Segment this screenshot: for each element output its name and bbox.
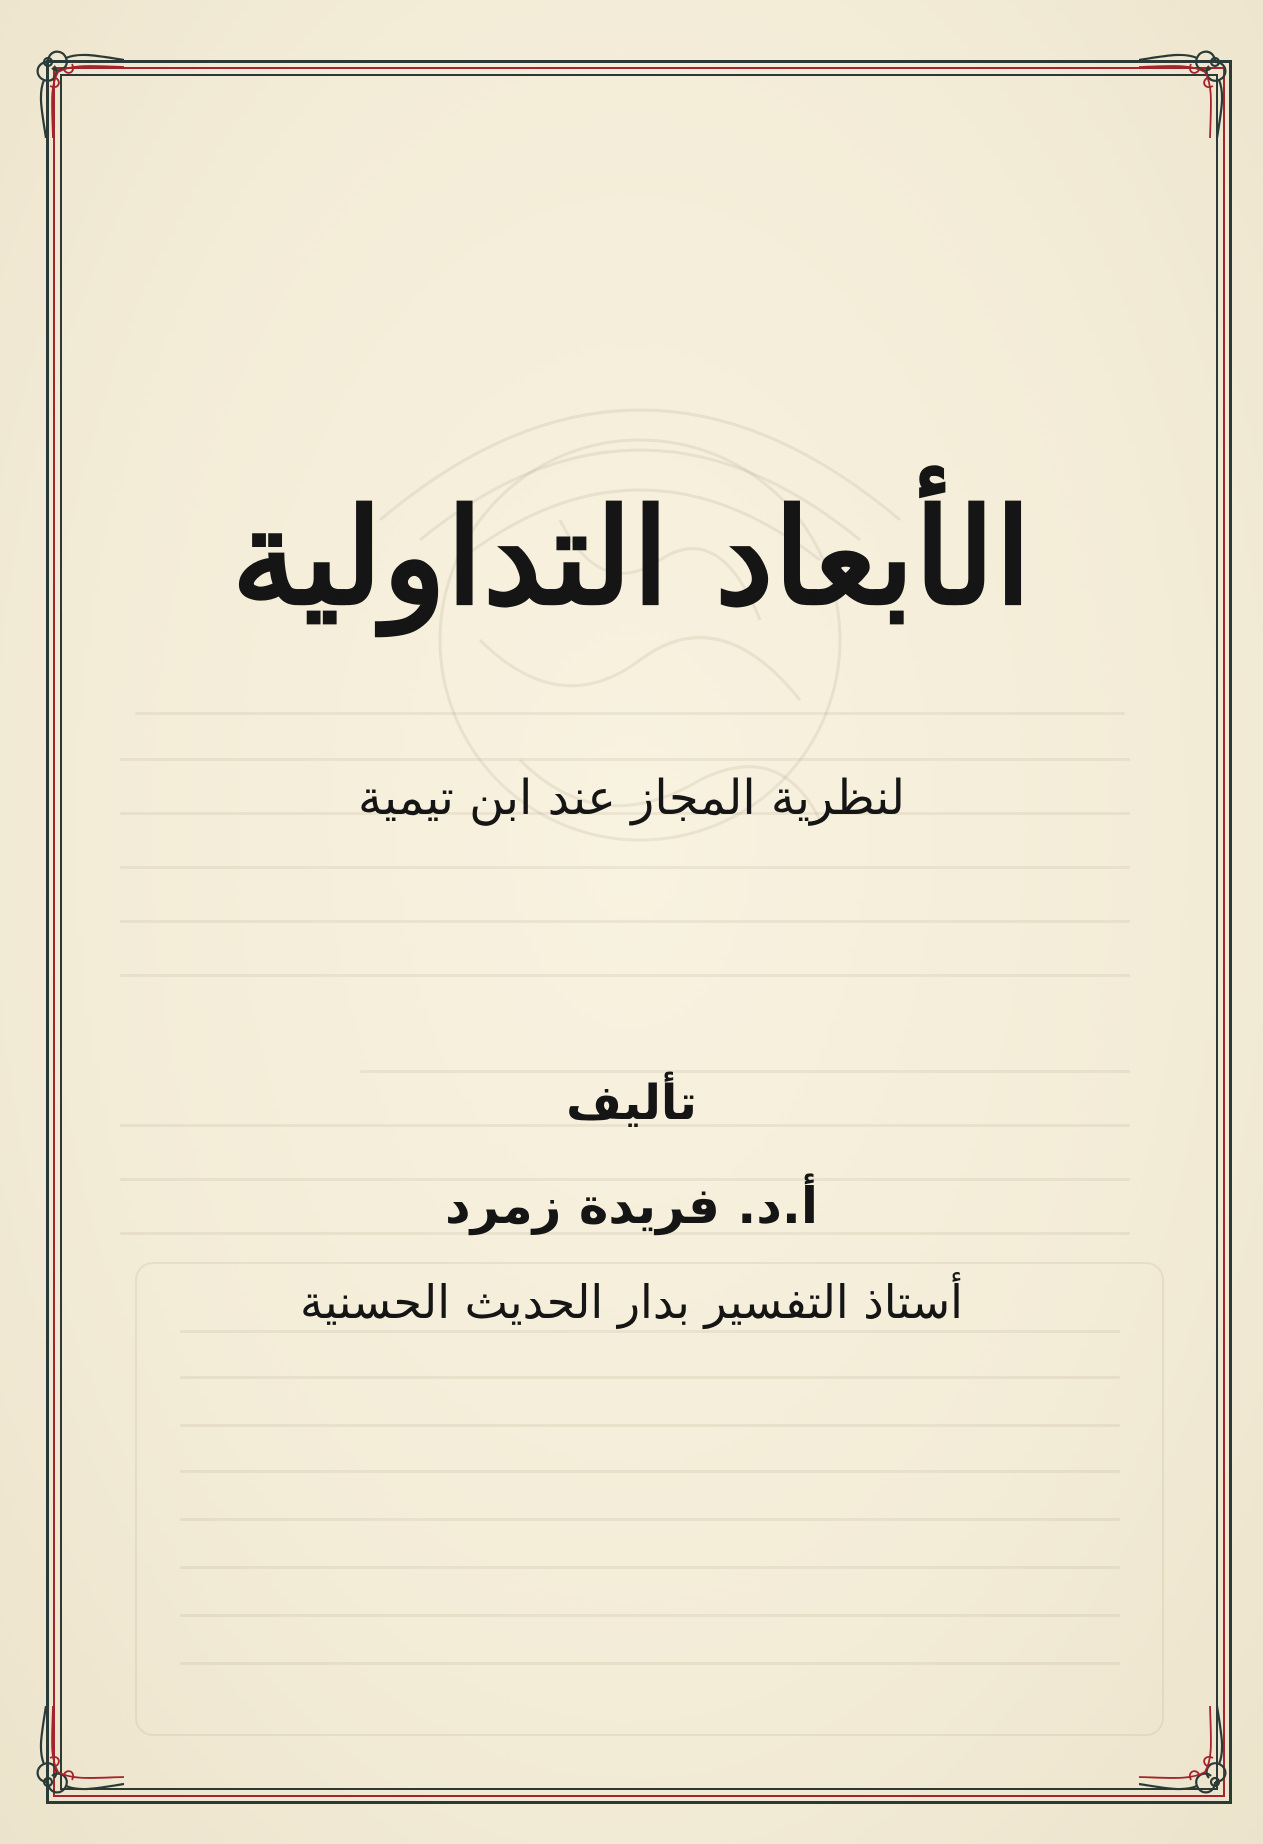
floral-corner-ornament-icon bbox=[1139, 1706, 1235, 1802]
author-affiliation: أستاذ التفسير بدار الحديث الحسنية bbox=[300, 1275, 963, 1329]
author-name: أ.د. فريدة زمرد bbox=[444, 1177, 819, 1235]
inner-border bbox=[60, 74, 1218, 1790]
floral-corner-ornament-icon bbox=[1139, 42, 1235, 138]
book-title: الأبعاد التداولية bbox=[231, 480, 1032, 635]
floral-corner-ornament-icon bbox=[28, 1706, 124, 1802]
book-subtitle: لنظرية المجاز عند ابن تيمية bbox=[358, 770, 905, 826]
author-label: تأليف bbox=[566, 1075, 697, 1131]
floral-corner-ornament-icon bbox=[28, 42, 124, 138]
